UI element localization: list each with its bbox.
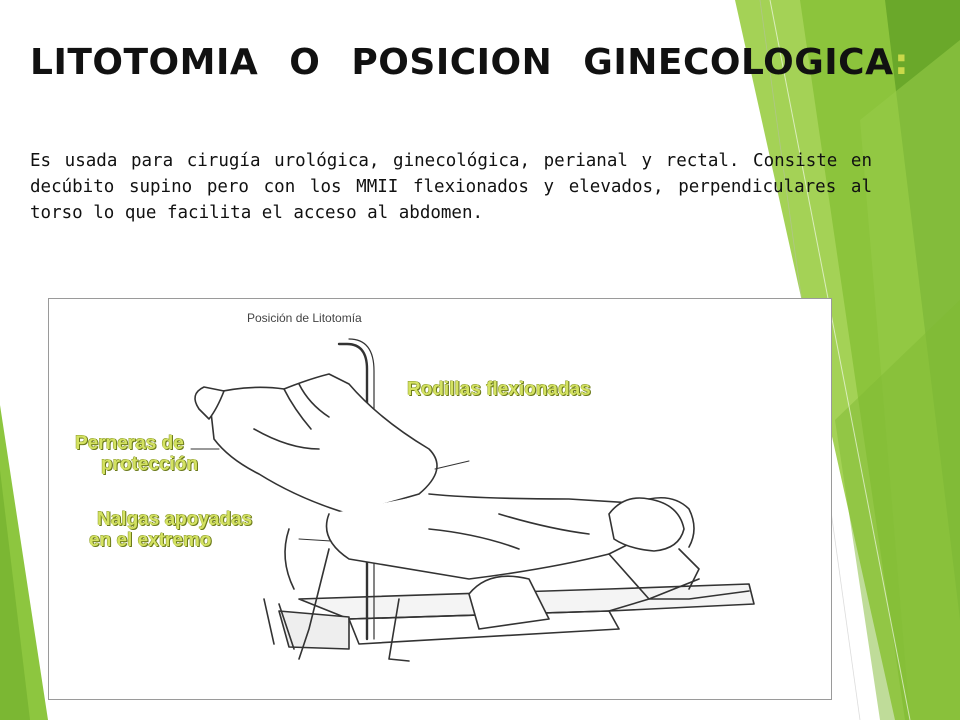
title-text: LITOTOMIA O POSICION GINECOLOGICA — [30, 42, 895, 83]
patient-head — [609, 498, 684, 551]
patient-leg — [209, 374, 437, 514]
label-rodillas-flexionadas: Rodillas flexionadas — [407, 379, 591, 400]
lithotomy-illustration — [49, 299, 831, 699]
figure-caption: Posición de Litotomía — [247, 311, 362, 325]
label-perneras — [75, 433, 198, 475]
slide-title — [30, 42, 910, 83]
lithotomy-figure — [48, 298, 832, 700]
label-nalgas-line2: en el extremo — [89, 530, 212, 551]
label-nalgas — [89, 509, 252, 551]
patient-torso — [327, 494, 660, 579]
label-nalgas-line1: Nalgas apoyadas — [97, 509, 253, 530]
slide-body-text: Es usada para cirugía urológica, ginecológica, perianal y rectal. Consiste en decúbito supino pero con los MMII flexionados y elevados, perpendiculares al torso lo que facilita el acceso al abdomen. — [30, 151, 872, 223]
label-perneras-line2: protección — [101, 454, 199, 475]
label-perneras-line1: Perneras de — [75, 433, 184, 454]
title-colon: : — [894, 42, 910, 83]
